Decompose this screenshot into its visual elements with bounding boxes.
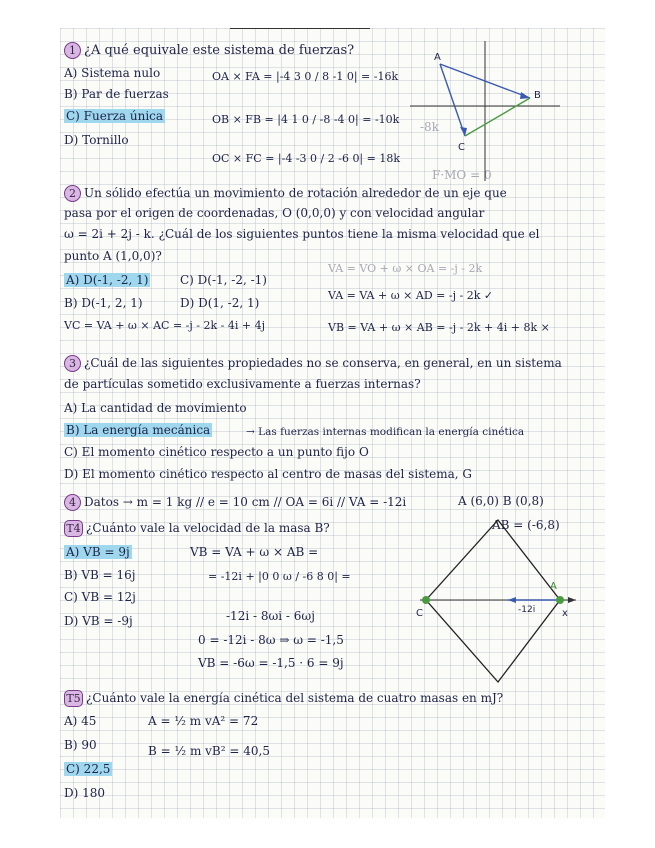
top-rule (230, 28, 370, 29)
q4-number: 4 (64, 494, 81, 511)
t4-work-4: 0 = -12i - 8ω ⇒ ω = -1,5 (198, 633, 344, 647)
q1-diagram-c: C (458, 142, 465, 153)
t4-option-a[interactable]: A) VB = 9j (66, 545, 130, 559)
q3-option-a[interactable]: A) La cantidad de movimiento (64, 401, 247, 415)
t5-work-a: A = ½ m vA² = 72 (148, 714, 259, 728)
t4-work-5: VB = -6ω = -1,5 · 6 = 9j (198, 656, 344, 670)
q4-diagram-tick: -12i (518, 605, 536, 615)
q2-work-vb: VB = VA + ω × AB = -j - 2k + 4i + 8k × (328, 321, 550, 334)
t5-question: ¿Cuánto vale la energía cinética del sistema de cuatro masas en mJ? (86, 691, 504, 705)
q2-option-d[interactable]: D) D(1, -2, 1) (180, 296, 260, 310)
t5-option-b[interactable]: B) 90 (64, 738, 97, 752)
q2-work-va2: VA = VA + ω × AD = -j - 2k ✓ (328, 289, 494, 302)
q3-note: → Las fuerzas internas modifican la energía cinética (246, 426, 525, 438)
q1-option-b[interactable]: B) Par de fuerzas (64, 87, 169, 101)
t4-option-c[interactable]: C) VB = 12j (64, 590, 136, 604)
q2-option-a[interactable]: A) D(-1, -2, 1) (66, 273, 149, 287)
q2-text-4: punto A (1,0,0)? (64, 249, 162, 263)
t5-number: T5 (64, 690, 83, 707)
q1-question (64, 42, 354, 59)
q2-text-1: Un sólido efectúa un movimiento de rotación alrededor de un eje que (84, 186, 507, 200)
t5-option-a[interactable]: A) 45 (64, 714, 97, 728)
q2-work-va: VA = VO + ω × OA = -j - 2k (328, 262, 483, 275)
q2-option-b[interactable]: B) D(-1, 2, 1) (64, 296, 143, 310)
q1-work-2: OB × FB = |4 1 0 / -8 -4 0| = -10k (212, 113, 400, 126)
q1-option-c[interactable]: C) Fuerza única (66, 109, 164, 123)
q1-force-diagram (400, 36, 570, 186)
t4-number: T4 (64, 520, 83, 537)
q4-data-line (64, 494, 406, 511)
q1-work-3: OC × FC = |-4 -3 0 / 2 -6 0| = 18k (212, 152, 401, 165)
q3-option-c[interactable]: C) El momento cinético respecto a un punto fijo O (64, 445, 369, 459)
q1-diagram-b: B (534, 90, 541, 101)
q4-points: A (6,0) B (0,8) (458, 494, 544, 508)
t4-work-2: = -12i + |0 0 ω / -6 8 0| = (208, 570, 351, 583)
t4-question: ¿Cuánto vale la velocidad de la masa B? (86, 521, 330, 535)
q2-number: 2 (64, 185, 81, 202)
q2-option-c[interactable]: C) D(-1, -2, -1) (180, 273, 267, 287)
q3-option-b[interactable]: B) La energía mecánica (66, 423, 211, 437)
q1-work-1: OA × FA = |-4 3 0 / 8 -1 0| = -16k (212, 70, 399, 83)
t4-work-1: VB = VA + ω × AB = (190, 545, 319, 559)
t5-line (64, 690, 503, 707)
q1-option-a[interactable]: A) Sistema nulo (64, 66, 161, 80)
q4-ab: AB = (-6,8) (492, 518, 560, 532)
q3-line-1 (64, 355, 562, 372)
t5-option-c[interactable]: C) 22,5 (66, 762, 111, 776)
q1-option-d[interactable]: D) Tornillo (64, 133, 129, 147)
q1-diagram-a: A (434, 52, 441, 63)
t4-option-d[interactable]: D) VB = -9j (64, 614, 133, 628)
t4-option-b[interactable]: B) VB = 16j (64, 568, 136, 582)
q4-rhombus-diagram (412, 512, 584, 692)
q2-line-1 (64, 185, 507, 202)
q1-question-text: ¿A qué equivale este sistema de fuerzas? (84, 43, 355, 58)
q4-diagram-a: A (550, 581, 557, 592)
q4-data: Datos → m = 1 kg // e = 10 cm // OA = 6i // VA = -12i (84, 495, 407, 509)
q3-text-2: de partículas sometido exclusivamente a fuerzas internas? (64, 377, 421, 391)
q3-text-1: ¿Cuál de las siguientes propiedades no se conserva, en general, en un sistema (84, 356, 562, 370)
q4-diagram-x: x (562, 608, 568, 619)
q2-work-vc: VC = VA + ω × AC = -j - 2k - 4i + 4j (64, 319, 266, 332)
t5-work-b: B = ½ m vB² = 40,5 (148, 744, 270, 758)
t5-option-d[interactable]: D) 180 (64, 786, 106, 800)
q3-option-d[interactable]: D) El momento cinético respecto al centro de masas del sistema, G (64, 467, 473, 481)
t4-work-3: -12i - 8ωi - 6ωj (226, 609, 315, 623)
t4-line (64, 520, 330, 537)
q3-number: 3 (64, 355, 81, 372)
q2-text-2: pasa por el origen de coordenadas, O (0,0,0) y con velocidad angular (64, 206, 485, 220)
q1-side-note: -8k (420, 120, 439, 134)
q1-number: 1 (64, 42, 81, 59)
q4-diagram-c: C (416, 608, 423, 619)
q1-bottom-note: F·MO = 0 (432, 168, 492, 182)
q2-text-3: ω = 2i + 2j - k. ¿Cuál de los siguientes puntos tiene la misma velocidad que el (64, 227, 540, 241)
